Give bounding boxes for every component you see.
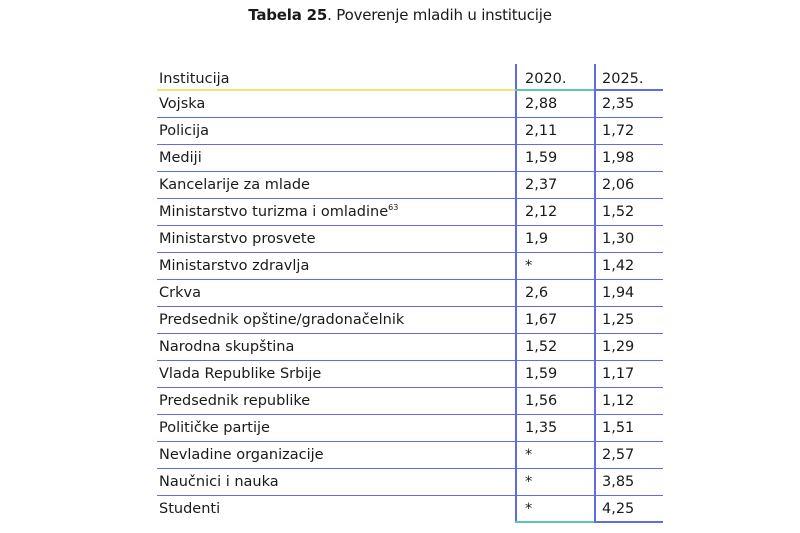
cell-institution xyxy=(157,307,515,334)
column-header-institution: Institucija xyxy=(159,71,230,87)
cell-institution xyxy=(157,253,515,280)
cell-institution xyxy=(157,91,515,118)
cell-2025: 1,12 xyxy=(594,388,663,415)
table-row xyxy=(157,442,663,469)
cell-2025: 4,25 xyxy=(594,496,663,523)
table-row xyxy=(157,118,663,145)
cell-institution xyxy=(157,145,515,172)
cell-2020: 2,11 xyxy=(515,118,594,145)
cell-institution xyxy=(157,118,515,145)
table-row xyxy=(157,361,663,388)
cell-2020: 2,6 xyxy=(515,280,594,307)
cell-2020: * xyxy=(515,496,594,523)
cell-2020: 1,67 xyxy=(515,307,594,334)
cell-2025: 1,51 xyxy=(594,415,663,442)
table-row xyxy=(157,280,663,307)
table-row xyxy=(157,469,663,496)
cell-2025: 1,94 xyxy=(594,280,663,307)
cell-institution xyxy=(157,442,515,469)
institution-name: Policija xyxy=(159,123,210,139)
cell-institution xyxy=(157,172,515,199)
cell-2025: 1,72 xyxy=(594,118,663,145)
table-row xyxy=(157,91,663,118)
cell-2025: 2,57 xyxy=(594,442,663,469)
institution-name: Političke partije xyxy=(159,420,270,436)
caption-text: . Poverenje mladih u institucije xyxy=(327,6,552,24)
cell-2025: 1,17 xyxy=(594,361,663,388)
column-header-2025: 2025. xyxy=(594,64,663,91)
cell-2020: 1,52 xyxy=(515,334,594,361)
cell-2020: * xyxy=(515,442,594,469)
table-header-row xyxy=(157,64,663,91)
cell-2020: 2,12 xyxy=(515,199,594,226)
cell-2020: 1,56 xyxy=(515,388,594,415)
table-row xyxy=(157,253,663,280)
cell-2025: 1,29 xyxy=(594,334,663,361)
cell-2025: 1,25 xyxy=(594,307,663,334)
cell-institution xyxy=(157,199,515,226)
table-row xyxy=(157,415,663,442)
cell-2020: 2,37 xyxy=(515,172,594,199)
cell-2020: 2,88 xyxy=(515,91,594,118)
table-row xyxy=(157,145,663,172)
cell-2025: 2,06 xyxy=(594,172,663,199)
cell-2020: 1,59 xyxy=(515,361,594,388)
caption-label: Tabela 25 xyxy=(248,6,328,24)
table-row xyxy=(157,388,663,415)
cell-institution xyxy=(157,334,515,361)
institution-name: Mediji xyxy=(159,150,202,166)
cell-institution xyxy=(157,469,515,496)
institution-name: Narodna skupština xyxy=(159,339,295,355)
footnote-marker: 63 xyxy=(388,203,399,213)
cell-2025: 2,35 xyxy=(594,91,663,118)
cell-2025: 3,85 xyxy=(594,469,663,496)
cell-2025: 1,52 xyxy=(594,199,663,226)
cell-2020: 1,35 xyxy=(515,415,594,442)
table-row xyxy=(157,496,663,523)
table-caption xyxy=(0,6,800,24)
cell-institution xyxy=(157,388,515,415)
table-row xyxy=(157,172,663,199)
table-row xyxy=(157,307,663,334)
institution-name: Ministarstvo zdravlja xyxy=(159,258,310,274)
table-row xyxy=(157,334,663,361)
institution-name: Crkva xyxy=(159,285,201,301)
column-header-2020: 2020. xyxy=(515,64,594,91)
institution-name: Kancelarije za mlade xyxy=(159,177,310,193)
cell-2025: 1,98 xyxy=(594,145,663,172)
cell-institution xyxy=(157,496,515,523)
institution-name: Predsednik republike xyxy=(159,393,311,409)
cell-institution xyxy=(157,226,515,253)
institution-name: Naučnici i nauka xyxy=(159,474,279,490)
cell-2025: 1,30 xyxy=(594,226,663,253)
trust-table xyxy=(157,64,663,523)
institution-name: Ministarstvo prosvete xyxy=(159,231,316,247)
cell-2025: 1,42 xyxy=(594,253,663,280)
institution-name: Ministarstvo turizma i omladine xyxy=(159,204,389,220)
cell-institution xyxy=(157,361,515,388)
cell-2020: 1,9 xyxy=(515,226,594,253)
cell-2020: 1,59 xyxy=(515,145,594,172)
institution-name: Vojska xyxy=(159,96,206,112)
table-body xyxy=(157,91,663,523)
institution-name: Nevladine organizacije xyxy=(159,447,324,463)
table-row xyxy=(157,199,663,226)
institution-name: Predsednik opštine/gradonačelnik xyxy=(159,312,405,328)
institution-name: Studenti xyxy=(159,501,221,517)
institution-name: Vlada Republike Srbije xyxy=(159,366,322,382)
cell-2020: * xyxy=(515,469,594,496)
cell-2020: * xyxy=(515,253,594,280)
table-row xyxy=(157,226,663,253)
cell-institution xyxy=(157,415,515,442)
cell-institution xyxy=(157,280,515,307)
